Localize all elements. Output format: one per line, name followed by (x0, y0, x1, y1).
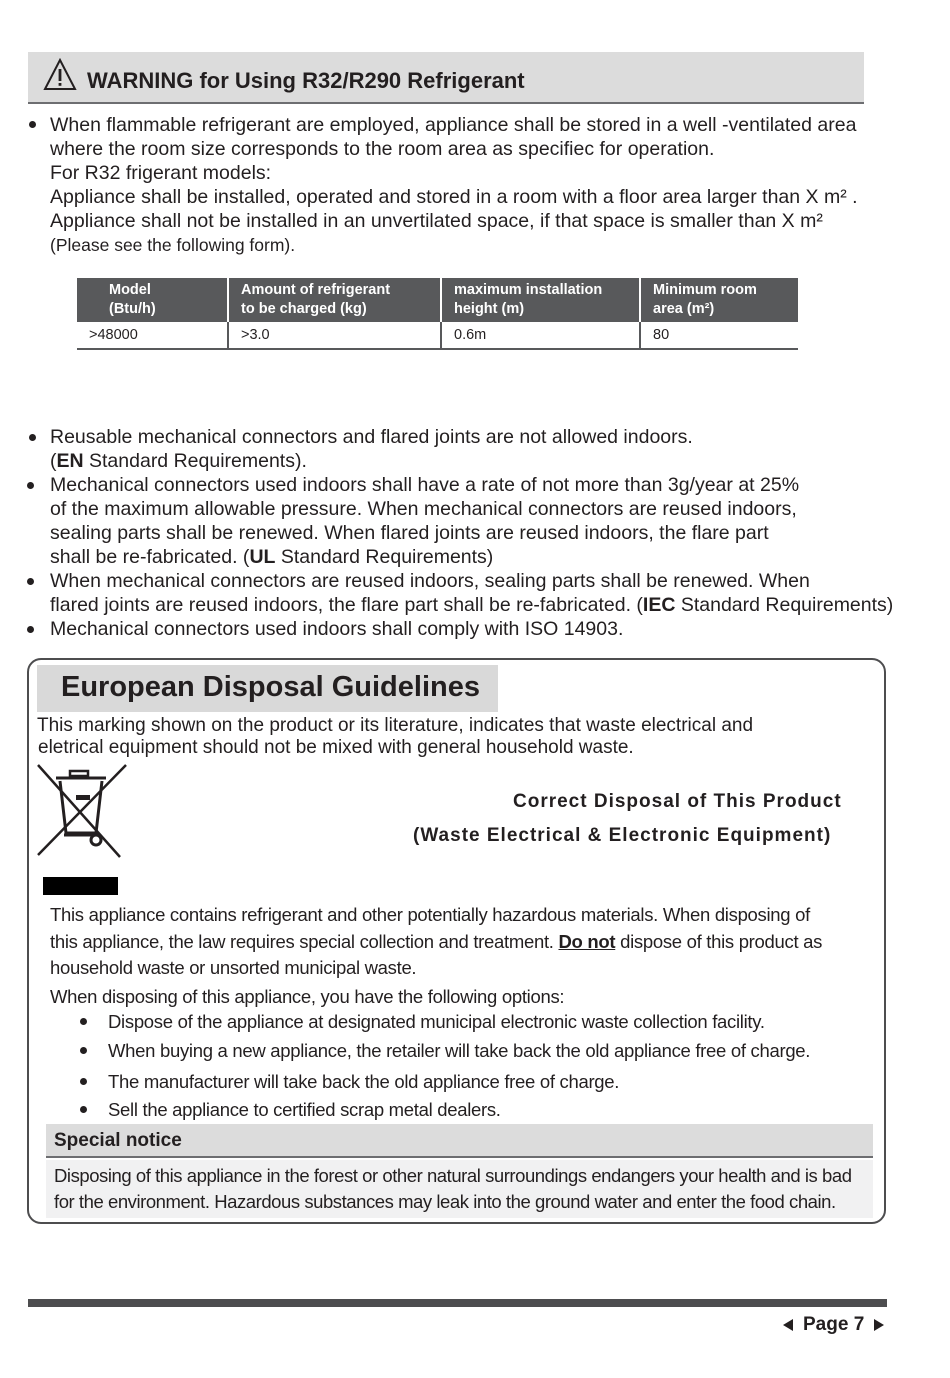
prev-arrow-icon (783, 1319, 793, 1331)
connector-text-line: of the maximum allowable pressure. When mechanical connectors are reused indoors, (50, 498, 797, 520)
page-number: Page 7 (783, 1314, 884, 1336)
connector-text-line: Reusable mechanical connectors and flared joints are not allowed indoors. (50, 426, 693, 448)
option-item: Dispose of the appliance at designated municipal electronic waste collection facility. (108, 1011, 765, 1032)
disposal-paragraph-line: household waste or unsorted municipal waste. (50, 957, 417, 978)
disposal-paragraph-line: this appliance, the law requires special collection and treatment. Do not dispose of this product as (50, 931, 823, 952)
bullet-icon (27, 482, 34, 489)
options-intro: When disposing of this appliance, you have the following options: (50, 986, 565, 1007)
weee-bin-icon (36, 763, 128, 859)
bullet-icon (80, 1018, 87, 1025)
bullet-icon (80, 1047, 87, 1054)
table-cell: >3.0 (228, 322, 441, 349)
warning-title: WARNING for Using R32/R290 Refrigerant (87, 68, 525, 93)
eu-title-bar (37, 665, 498, 712)
connector-text-line: When mechanical connectors are reused indoors, sealing parts shall be renewed. When (50, 570, 810, 592)
table-header-row (77, 278, 798, 322)
table-cell: 0.6m (441, 322, 640, 349)
footer-bar (28, 1299, 887, 1307)
option-item: Sell the appliance to certified scrap metal dealers. (108, 1099, 501, 1120)
warning-text-line: Appliance shall not be installed in an unvertilated space, if that space is smaller than X m² (50, 210, 823, 232)
special-notice-header (46, 1124, 873, 1158)
refrigerant-table (77, 278, 798, 350)
form-note: (Please see the following form). (50, 235, 296, 255)
bullet-icon (80, 1106, 87, 1113)
bullet-icon (29, 121, 36, 128)
eu-intro-line: eletrical equipment should not be mixed with general household waste. (38, 737, 634, 758)
connector-text-line: sealing parts shall be renewed. When flared joints are reused indoors, the flare part (50, 522, 769, 544)
eu-title: European Disposal Guidelines (61, 671, 480, 703)
connector-text-line: (EN Standard Requirements). (50, 450, 307, 472)
black-marking-bar (43, 877, 118, 895)
warning-header (28, 52, 864, 104)
bullet-icon (29, 434, 36, 441)
table-cell: 80 (640, 322, 798, 349)
bullet-icon (27, 626, 34, 633)
table-header-height: maximum installation height (m) (441, 278, 640, 322)
table-header-area: Minimum room area (m²) (640, 278, 798, 322)
special-notice-line: Disposing of this appliance in the forest or other natural surroundings endangers your health and is bad (54, 1165, 852, 1186)
table-row (77, 322, 798, 349)
connector-text-line: Mechanical connectors used indoors shall comply with ISO 14903. (50, 618, 624, 640)
option-item: The manufacturer will take back the old appliance free of charge. (108, 1071, 620, 1092)
disposal-paragraph-line: This appliance contains refrigerant and other potentially hazardous materials. When disposing of (50, 904, 810, 925)
table-header-amount: Amount of refrigerant to be charged (kg) (228, 278, 441, 322)
connector-text-line: flared joints are reused indoors, the flare part shall be re-fabricated. (IEC Standard Requirements) (50, 594, 894, 616)
next-arrow-icon (874, 1319, 884, 1331)
table-header-model: Model (Btu/h) (77, 278, 228, 322)
special-notice-title: Special notice (54, 1130, 182, 1151)
connector-text-line: Mechanical connectors used indoors shall have a rate of not more than 3g/year at 25% (50, 474, 800, 496)
connector-text-line: shall be re-fabricated. (UL Standard Requirements) (50, 546, 494, 568)
warning-text-line: where the room size corresponds to the room area as specifiec for operation. (50, 138, 715, 160)
special-notice-line: for the environment. Hazardous substances may leak into the ground water and enter the food chain. (54, 1191, 836, 1212)
bullet-icon (27, 578, 34, 585)
table-cell: >48000 (77, 322, 228, 349)
warning-text-line: For R32 frigerant models: (50, 162, 272, 184)
correct-disposal-heading: Correct Disposal of This Product (513, 791, 842, 812)
warning-text-line: Appliance shall be installed, operated and stored in a room with a floor area larger than X m² . (50, 186, 858, 208)
warning-text-line: When flammable refrigerant are employed, appliance shall be stored in a well -ventilated area (50, 114, 857, 136)
option-item: When buying a new appliance, the retailer will take back the old appliance free of charge. (108, 1040, 811, 1061)
weee-heading: (Waste Electrical & Electronic Equipment) (413, 825, 832, 846)
warning-triangle-icon (43, 58, 77, 92)
bullet-icon (80, 1078, 87, 1085)
eu-intro-line: This marking shown on the product or its literature, indicates that waste electrical and (37, 715, 754, 736)
